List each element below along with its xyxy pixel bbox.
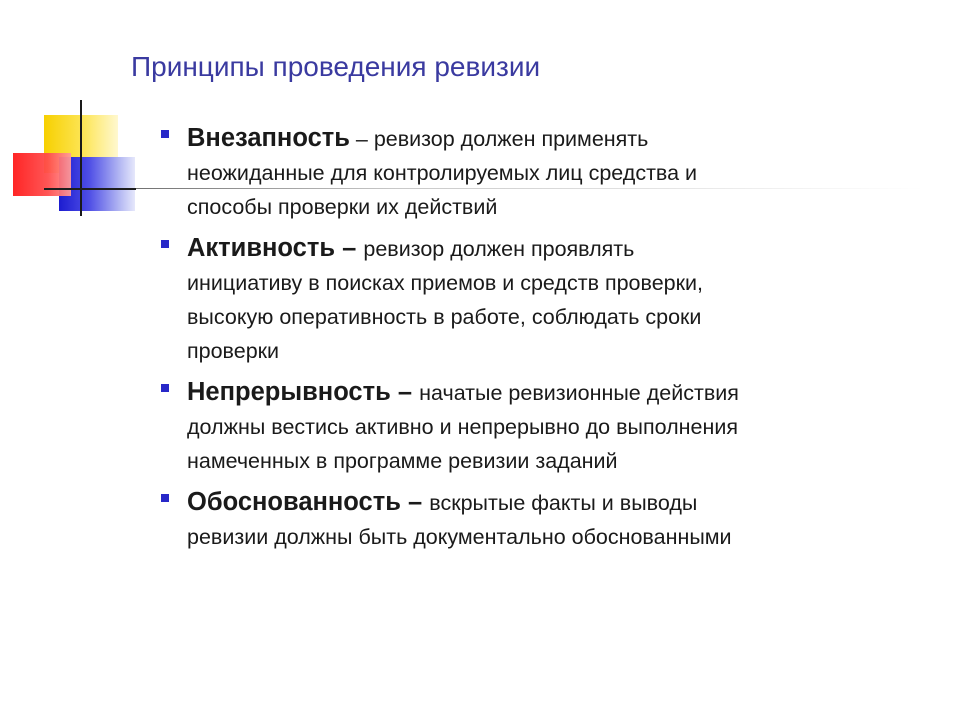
bullet-item [159,121,879,224]
bullet-text-line: начатые ревизионные действия [419,381,739,405]
square-bullet-icon [161,240,169,248]
square-bullet-icon [161,494,169,502]
bullet-term: Обоснованность [187,488,401,516]
vertical-rule [80,100,82,216]
bullet-text-line: способы проверки их действий [187,195,498,219]
bullet-text-line: инициативу в поисках приемов и средств проверки, [187,271,703,295]
bullet-dash: – [349,127,374,151]
square-bullet-icon [161,130,169,138]
bullet-term: Активность [187,234,336,262]
bullet-text-line: проверки [187,339,280,363]
bullet-dash: – [400,488,430,516]
bullet-item [159,375,879,478]
bullet-term: Внезапность [187,124,350,152]
bullet-dash: – [335,234,364,262]
bullet-term: Непрерывность [187,378,391,406]
bullet-text-line: намеченных в программе ревизии заданий [187,449,618,473]
decorative-squares [0,0,140,230]
bullet-text-line: высокую оперативность в работе, соблюдать сроки [187,305,702,329]
bullet-text-line: вскрытые факты и выводы [429,491,698,515]
bullet-text-line: ревизор должен применять [373,127,649,151]
slide-title: Принципы проведения ревизии [131,51,541,82]
bullet-list [159,121,879,561]
square-bullet-icon [161,384,169,392]
bullet-item [159,485,879,554]
bullet-text-line: ревизии должны быть документально обоснованными [187,525,732,549]
bullet-text-line: ревизор должен проявлять [363,237,635,261]
bullet-item [159,231,879,368]
horizontal-rule-dark-segment [44,188,136,190]
bullet-text-line: неожиданные для контролируемых лиц средства и [187,161,698,185]
bullet-text-line: должны вестись активно и непрерывно до выполнения [187,415,739,439]
bullet-dash: – [390,378,420,406]
